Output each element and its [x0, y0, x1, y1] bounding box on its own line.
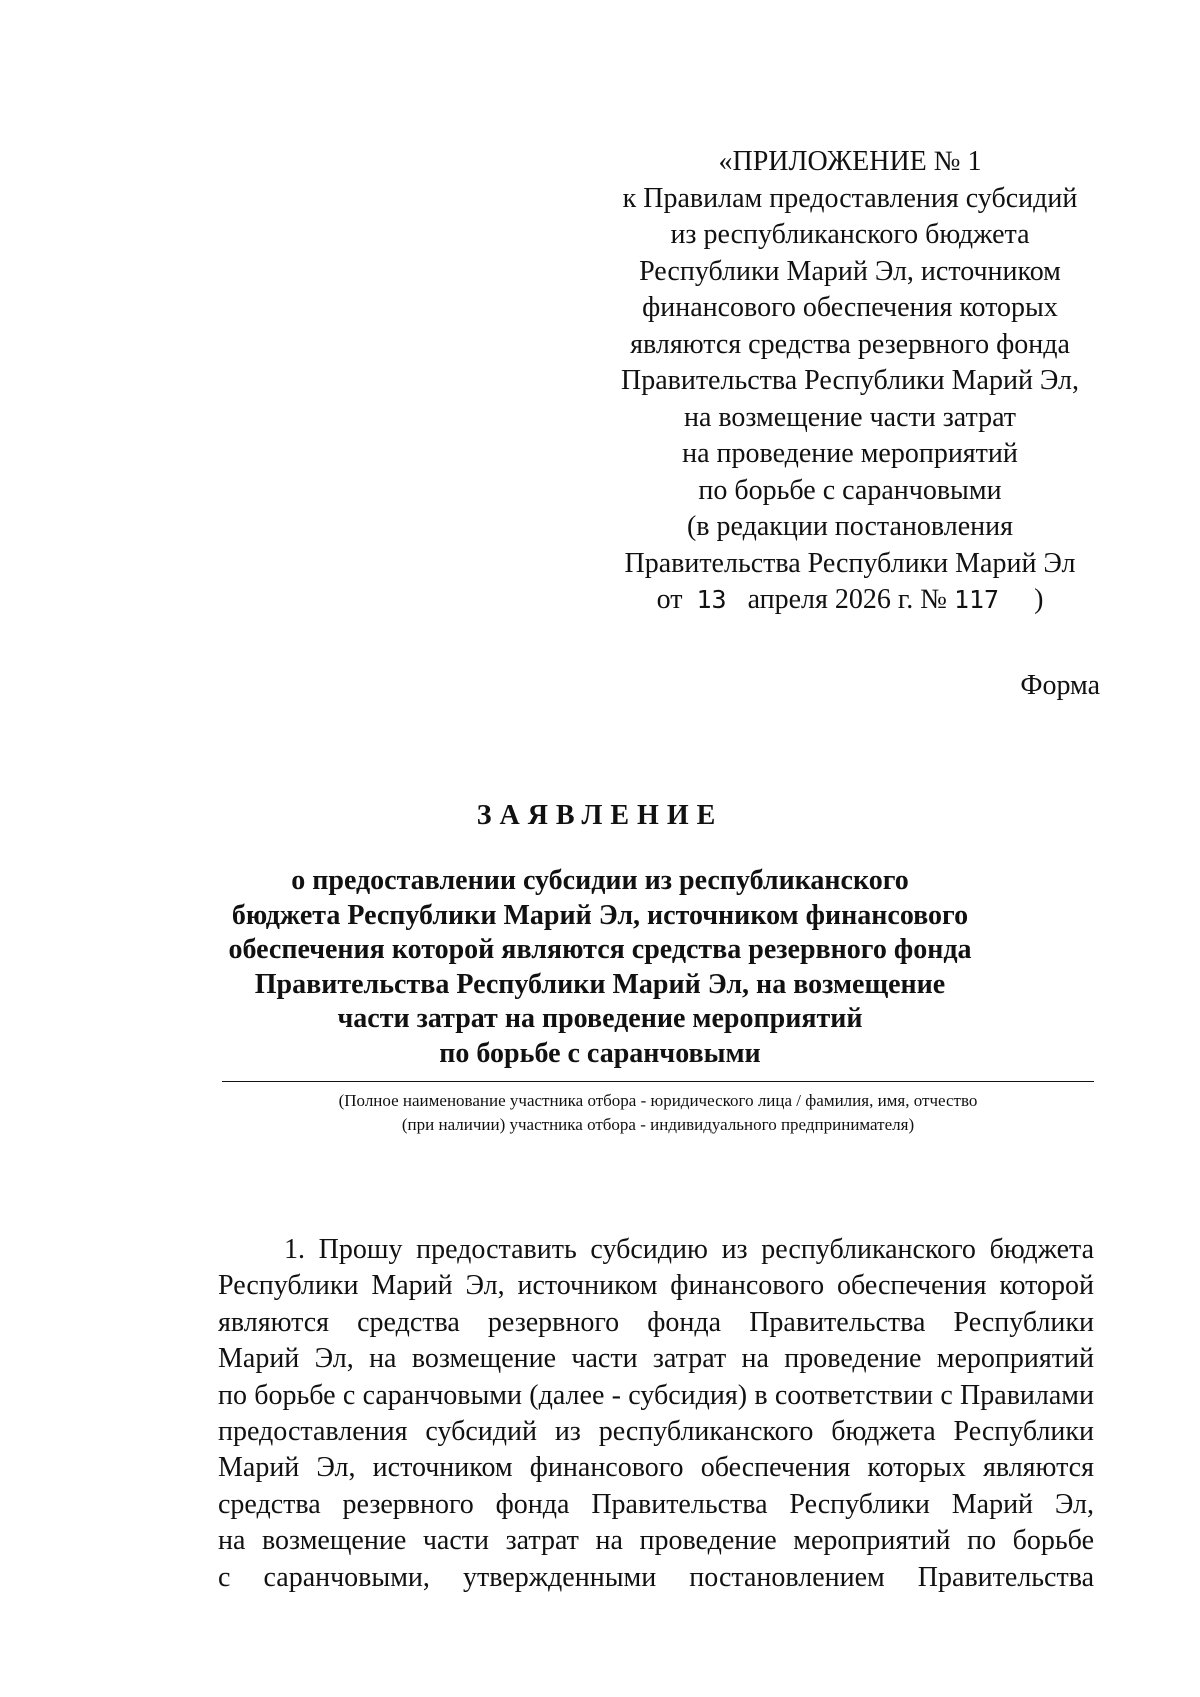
- body-line: с саранчовыми, утвержденными постановлением Правительства: [218, 1561, 1094, 1593]
- appendix-line: из республиканского бюджета: [670, 219, 1030, 250]
- appendix-line: на возмещение части затрат: [683, 401, 1017, 433]
- appendix-line: Правительства Республики Марий Эл,: [620, 365, 1080, 396]
- body-line: Марий Эл, на возмещение части затрат на проведение мероприятий: [218, 1343, 1094, 1375]
- appendix-line: Правительства Республики Марий Эл: [624, 547, 1076, 579]
- form-label: Форма: [1020, 670, 1100, 701]
- resolution-day: 13: [696, 585, 727, 614]
- applicant-name-caption: [222, 1089, 1094, 1137]
- resolution-date-line: [600, 582, 1100, 619]
- subtitle-line: части затрат на проведение мероприятий: [337, 1003, 863, 1034]
- resolution-month-year: апреля 2026 г. №: [747, 584, 947, 615]
- body-line: средства резервного фонда Правительства Республики Марий Эл,: [218, 1488, 1094, 1520]
- subtitle-line: бюджета Республики Марий Эл, источником финансового: [231, 899, 969, 931]
- appendix-line: к Правилам предоставления субсидий: [622, 182, 1078, 214]
- appendix-line: по борьбе с саранчовыми: [698, 474, 1002, 506]
- body-line: Марий Эл, источником финансового обеспечения которых являются: [218, 1452, 1094, 1484]
- body-line: на возмещение части затрат на проведение мероприятий по борьбе: [218, 1525, 1094, 1557]
- appendix-header: [600, 144, 1100, 619]
- caption-line: (при наличии) участника отбора - индивидуального предпринимателя): [401, 1115, 915, 1134]
- subtitle-line: обеспечения которой являются средства резервного фонда: [228, 934, 972, 965]
- subtitle-line: Правительства Республики Марий Эл, на возмещение: [254, 968, 946, 1000]
- resolution-number: 117: [953, 585, 1000, 614]
- subtitle-line: по борьбе с саранчовыми: [439, 1037, 761, 1069]
- appendix-line: Республики Марий Эл, источником: [639, 255, 1061, 287]
- date-prefix: от: [656, 584, 683, 615]
- appendix-line: (в редакции постановления: [686, 511, 1014, 542]
- body-line: 1. Прошу предоставить субсидию из республиканского бюджета: [284, 1234, 1094, 1265]
- appendix-line: являются средства резервного фонда: [630, 328, 1070, 360]
- document-title: ЗАЯВЛЕНИЕ: [476, 800, 724, 831]
- body-line: являются средства резервного фонда Правительства Республики: [218, 1306, 1094, 1338]
- body-line: Республики Марий Эл, источником финансового обеспечения которой: [218, 1270, 1094, 1302]
- appendix-line: финансового обеспечения которых: [642, 292, 1058, 323]
- body-paragraph: [218, 1232, 1094, 1596]
- applicant-name-fill-line: [222, 1081, 1094, 1082]
- date-suffix: ): [1034, 584, 1044, 615]
- caption-line: (Полное наименование участника отбора - юридического лица / фамилия, имя, отчество: [338, 1091, 978, 1110]
- appendix-line: «ПРИЛОЖЕНИЕ № 1: [718, 146, 982, 177]
- subtitle-line: о предоставлении субсидии из республиканского: [291, 865, 909, 896]
- body-line: предоставления субсидий из республиканского бюджета Республики: [218, 1416, 1094, 1448]
- body-line: по борьбе с саранчовыми (далее - субсидия) в соответствии с Правилами: [218, 1379, 1094, 1411]
- document-subtitle: [220, 864, 980, 1071]
- appendix-line: на проведение мероприятий: [682, 438, 1018, 469]
